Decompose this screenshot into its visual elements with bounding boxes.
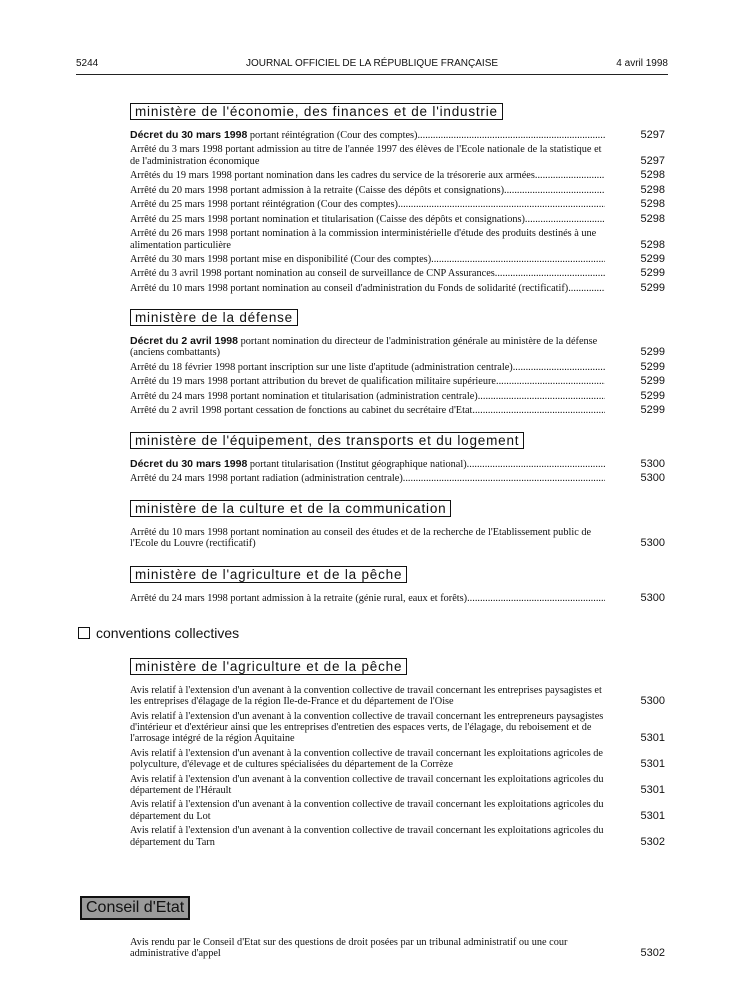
dot-leader (535, 170, 605, 181)
ministry-heading: ministère de l'agriculture et de la pêche (130, 658, 407, 675)
toc-entry[interactable] (130, 685, 665, 708)
toc-entry[interactable] (130, 593, 665, 604)
dot-leader (431, 254, 605, 265)
ministry-block-defense (130, 309, 665, 420)
entry-text: Arrêté du 24 mars 1998 portant radiation (administration centrale) (130, 473, 403, 485)
toc-entry[interactable] (130, 937, 665, 960)
page-ref: 5299 (640, 404, 665, 417)
page-ref: 5299 (640, 281, 665, 294)
toc-entry[interactable] (130, 376, 665, 387)
decree-title: Décret du 30 mars 1998 (130, 129, 248, 141)
toc-entry[interactable] (130, 362, 665, 373)
page-ref: 5299 (640, 267, 665, 280)
section-conventions-collectives (78, 625, 239, 641)
conseil-etat-heading: Conseil d'Etat (80, 896, 190, 920)
entry-text: portant nomination du directeur de l'administration générale au ministère de la défense (anciens combattants) (130, 336, 598, 359)
entry-text: Arrêté du 18 février 1998 portant inscription sur une liste d'aptitude (administration centrale) (130, 361, 513, 373)
entry-text: Arrêté du 25 mars 1998 portant réintégration (Cour des comptes) (130, 199, 398, 211)
toc-entry[interactable] (130, 391, 665, 402)
entry-text: Arrêté du 20 mars 1998 portant admission à la retraite (Caisse des dépôts et consignations) (130, 184, 505, 196)
page-ref: 5300 (640, 592, 665, 604)
toc-entry[interactable] (130, 405, 665, 416)
entry-text: Avis relatif à l'extension d'un avenant à la convention collective de travail concernant les entrepreneurs paysagistes d'intérieur et d'extérieur ainsi que les entreprises d'entretien des espaces verts, de l'élagage, du reboisement et de l'arrosage intégré de la région Aquitaine (130, 710, 604, 745)
page-ref: 5297 (640, 154, 665, 167)
toc-entry[interactable] (130, 144, 665, 167)
toc-entry[interactable] (130, 130, 665, 141)
page-ref: 5301 (640, 783, 665, 796)
entry-text: Avis relatif à l'extension d'un avenant à la convention collective de travail concernant les exploitations agricoles du département du Tarn (130, 825, 604, 848)
page-ref: 5302 (640, 835, 665, 848)
section-title: conventions collectives (96, 625, 240, 641)
page-ref: 5297 (640, 129, 665, 141)
page-ref: 5299 (640, 252, 665, 265)
page-ref: 5298 (640, 183, 665, 196)
toc-entry[interactable] (130, 336, 665, 359)
page-ref: 5301 (640, 758, 665, 771)
entry-text: Avis relatif à l'extension d'un avenant à la convention collective de travail concernant les exploitations agricoles du département du Lot (130, 799, 604, 822)
page-ref: 5299 (640, 346, 665, 359)
dot-leader (495, 268, 605, 279)
ministry-heading: ministère de l'agriculture et de la pêche (130, 566, 407, 583)
toc-entry[interactable] (130, 748, 665, 771)
dot-leader (403, 473, 605, 484)
dot-leader (417, 130, 605, 141)
entry-text: Arrêté du 19 mars 1998 portant attribution du brevet de qualification militaire supérieure (130, 376, 496, 388)
conventions-block (130, 658, 665, 851)
dot-leader (472, 405, 605, 416)
entry-text: Arrêté du 25 mars 1998 portant nomination et titularisation (Caisse des dépôts et consignations) (130, 213, 525, 225)
page-ref: 5299 (640, 389, 665, 402)
entry-text: Arrêté du 10 mars 1998 portant nomination au conseil des études et de la recherche de l'Etablissement public de l'Ecole du Louvre (rectificatif) (130, 527, 592, 550)
page-ref: 5299 (640, 375, 665, 388)
decree-title: Décret du 30 mars 1998 (130, 458, 248, 470)
ministry-block-equipement (130, 432, 665, 488)
entry-text: Avis relatif à l'extension d'un avenant à la convention collective de travail concernant les exploitations agricoles du département de l'Hérault (130, 773, 604, 796)
entry-text: Arrêté du 30 mars 1998 portant mise en disponibilité (Cour des comptes) (130, 253, 432, 265)
page-ref: 5299 (640, 360, 665, 373)
page-ref: 5300 (640, 458, 665, 470)
page-ref: 5300 (640, 695, 665, 708)
toc-entry[interactable] (130, 459, 665, 470)
entry-text: Arrêté du 2 avril 1998 portant cessation de fonctions au cabinet du secrétaire d'Etat (130, 405, 473, 417)
page-header (76, 58, 668, 72)
dot-leader (478, 391, 605, 402)
toc-entry[interactable] (130, 199, 665, 210)
toc-entry[interactable] (130, 774, 665, 797)
dot-leader (496, 376, 605, 387)
toc-entry[interactable] (130, 473, 665, 484)
toc-entry[interactable] (130, 228, 665, 251)
entry-text: Arrêté du 3 mars 1998 portant admission au titre de l'année 1997 des élèves de l'Ecole nationale de la statistique et de l'administration économique (130, 144, 602, 167)
dot-leader (467, 593, 605, 604)
entry-text: Avis relatif à l'extension d'un avenant à la convention collective de travail concernant les entreprises paysagistes et les entreprises d'élagage de la région Ile-de-France et du département de l'Oise (130, 685, 602, 708)
conseil-etat-block (130, 937, 665, 963)
toc-entry[interactable] (130, 799, 665, 822)
page-number: 5244 (76, 58, 99, 69)
page-ref: 5302 (640, 947, 665, 960)
page-ref: 5301 (640, 809, 665, 822)
issue-date: 4 avril 1998 (616, 58, 668, 69)
entry-text: Arrêté du 10 mars 1998 portant nomination au conseil d'administration du Fonds de solidarité (rectificatif) (130, 282, 569, 294)
entry-text: Arrêtés du 19 mars 1998 portant nomination dans les cadres du service de la trésorerie aux armées (130, 170, 535, 182)
page-ref: 5298 (640, 238, 665, 251)
ministry-block-economie (130, 103, 665, 297)
toc-entry[interactable] (130, 214, 665, 225)
entry-text: Arrêté du 24 mars 1998 portant nomination et titularisation (administration centrale) (130, 390, 478, 402)
page-ref: 5300 (640, 472, 665, 485)
toc-entry[interactable] (130, 283, 665, 294)
entry-text: Avis relatif à l'extension d'un avenant à la convention collective de travail concernant les exploitations agricoles de polyculture, d'élevage et de cultures spécialisées du département de la Corrèze (130, 747, 603, 771)
square-bullet-icon (78, 627, 90, 639)
entry-text: Arrêté du 26 mars 1998 portant nomination à la commission interministérielle d'étude des produits destinés à une alimentation particulière (130, 228, 597, 251)
toc-entry[interactable] (130, 268, 665, 279)
dot-leader (513, 362, 605, 373)
decree-title: Décret du 2 avril 1998 (130, 335, 238, 347)
page-ref: 5298 (640, 198, 665, 211)
dot-leader (504, 185, 605, 196)
page-ref: 5298 (640, 169, 665, 182)
entry-text: portant titularisation (Institut géographique national) (249, 459, 467, 470)
ministry-heading: ministère de la culture et de la communication (130, 500, 451, 517)
ministry-heading: ministère de l'équipement, des transports et du logement (130, 432, 524, 449)
ministry-heading: ministère de l'économie, des finances et de l'industrie (130, 103, 503, 120)
page-ref: 5300 (640, 537, 665, 550)
entry-text: Avis rendu par le Conseil d'Etat sur des questions de droit posées par un tribunal administratif ou une cour administrative d'appel (130, 937, 568, 960)
toc-entry[interactable] (130, 711, 665, 745)
ministry-block-agriculture (130, 566, 665, 607)
dot-leader (525, 214, 605, 225)
entry-text: Arrêté du 24 mars 1998 portant admission à la retraite (génie rural, eaux et forêts) (130, 593, 468, 604)
page-ref: 5301 (640, 732, 665, 745)
entry-text: Arrêté du 3 avril 1998 portant nomination au conseil de surveillance de CNP Assurances (130, 268, 495, 280)
dot-leader (398, 199, 605, 210)
header-rule (76, 74, 668, 75)
toc-entry[interactable] (130, 185, 665, 196)
journal-title: JOURNAL OFFICIEL DE LA RÉPUBLIQUE FRANÇAISE (245, 58, 499, 69)
dot-leader (467, 459, 605, 470)
toc-entry[interactable] (130, 825, 665, 848)
entry-text: portant réintégration (Cour des comptes) (249, 130, 418, 141)
toc-entry[interactable] (130, 170, 665, 181)
ministry-block-culture (130, 500, 665, 553)
toc-entry[interactable] (130, 254, 665, 265)
ministry-heading: ministère de la défense (130, 309, 298, 326)
toc-entry[interactable] (130, 527, 665, 550)
dot-leader (568, 283, 605, 294)
page-ref: 5298 (640, 212, 665, 225)
